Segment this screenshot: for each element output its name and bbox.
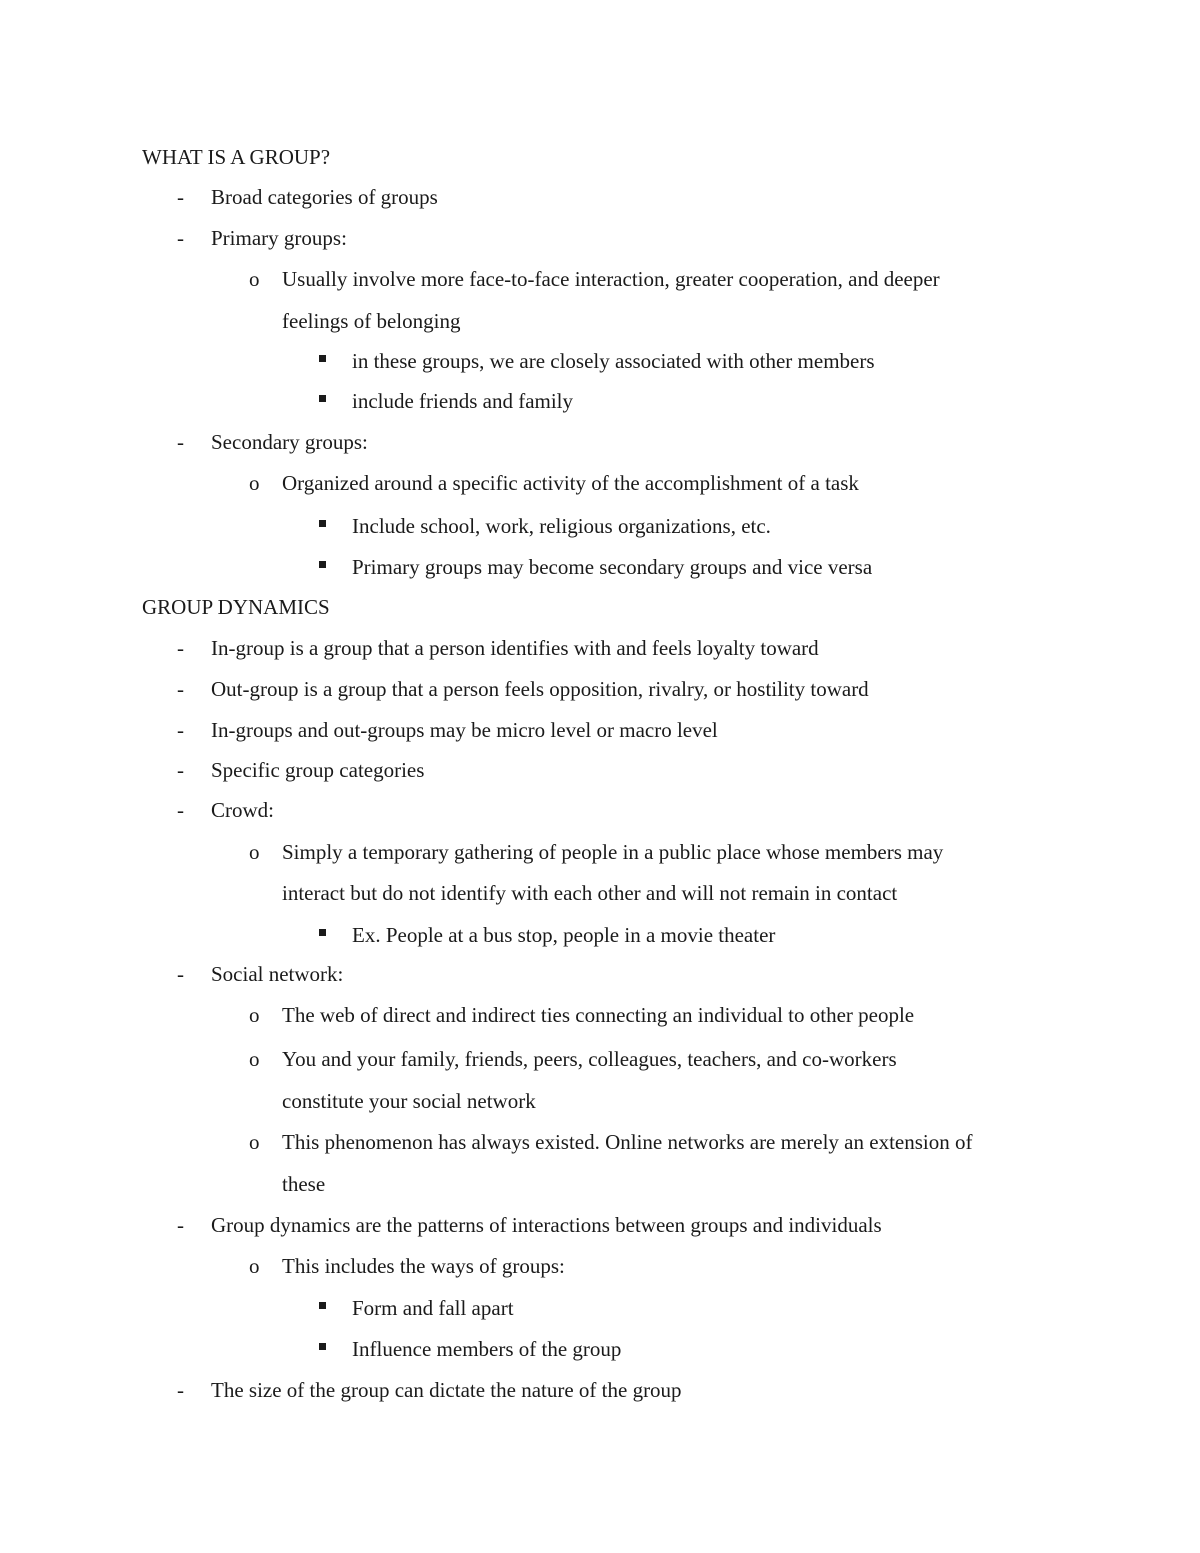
list-item: The size of the group can dictate the nature of the group [211, 1378, 682, 1402]
list-item: in these groups, we are closely associated with other members [352, 349, 875, 373]
circle-bullet: o [249, 1003, 260, 1027]
dash-bullet: - [177, 798, 184, 822]
list-item-continuation: these [282, 1172, 326, 1196]
list-item: Social network: [211, 962, 344, 986]
list-item: Form and fall apart [352, 1296, 514, 1320]
dash-bullet: - [177, 1378, 184, 1402]
circle-bullet: o [249, 267, 260, 291]
circle-bullet: o [249, 471, 260, 495]
list-item: include friends and family [352, 389, 574, 413]
dash-bullet: - [177, 636, 184, 660]
square-bullet-icon [319, 561, 326, 568]
list-item-continuation: constitute your social network [282, 1089, 536, 1113]
list-item: Crowd: [211, 798, 274, 822]
dash-bullet: - [177, 758, 184, 782]
list-item: In-group is a group that a person identifies with and feels loyalty toward [211, 636, 819, 660]
list-item: Group dynamics are the patterns of interactions between groups and individuals [211, 1213, 882, 1237]
dash-bullet: - [177, 430, 184, 454]
square-bullet-icon [319, 1302, 326, 1309]
list-item: Influence members of the group [352, 1337, 622, 1361]
list-item: This phenomenon has always existed. Online networks are merely an extension of [282, 1130, 973, 1154]
list-item: Broad categories of groups [211, 185, 438, 209]
list-item-continuation: feelings of belonging [282, 309, 461, 333]
list-item: Specific group categories [211, 758, 425, 782]
list-item: The web of direct and indirect ties connecting an individual to other people [282, 1003, 915, 1027]
dash-bullet: - [177, 185, 184, 209]
square-bullet-icon [319, 929, 326, 936]
square-bullet-icon [319, 395, 326, 402]
list-item: Usually involve more face-to-face interaction, greater cooperation, and deeper [282, 267, 940, 291]
dash-bullet: - [177, 962, 184, 986]
circle-bullet: o [249, 840, 260, 864]
list-item: You and your family, friends, peers, colleagues, teachers, and co-workers [282, 1047, 897, 1071]
list-item: Primary groups: [211, 226, 347, 250]
list-item: This includes the ways of groups: [282, 1254, 565, 1278]
list-item: Secondary groups: [211, 430, 368, 454]
list-item: Simply a temporary gathering of people in a public place whose members may [282, 840, 944, 864]
square-bullet-icon [319, 355, 326, 362]
list-item: In-groups and out-groups may be micro level or macro level [211, 718, 718, 742]
dash-bullet: - [177, 1213, 184, 1237]
list-item: Primary groups may become secondary groups and vice versa [352, 555, 873, 579]
section-heading: WHAT IS A GROUP? [142, 145, 331, 169]
circle-bullet: o [249, 1047, 260, 1071]
dash-bullet: - [177, 226, 184, 250]
list-item: Organized around a specific activity of the accomplishment of a task [282, 471, 859, 495]
list-item: Ex. People at a bus stop, people in a movie theater [352, 923, 776, 947]
circle-bullet: o [249, 1130, 260, 1154]
list-item: Include school, work, religious organizations, etc. [352, 514, 771, 538]
dash-bullet: - [177, 677, 184, 701]
square-bullet-icon [319, 1343, 326, 1350]
section-heading: GROUP DYNAMICS [142, 595, 330, 619]
list-item-continuation: interact but do not identify with each other and will not remain in contact [282, 881, 898, 905]
dash-bullet: - [177, 718, 184, 742]
circle-bullet: o [249, 1254, 260, 1278]
square-bullet-icon [319, 520, 326, 527]
list-item: Out-group is a group that a person feels opposition, rivalry, or hostility toward [211, 677, 869, 701]
